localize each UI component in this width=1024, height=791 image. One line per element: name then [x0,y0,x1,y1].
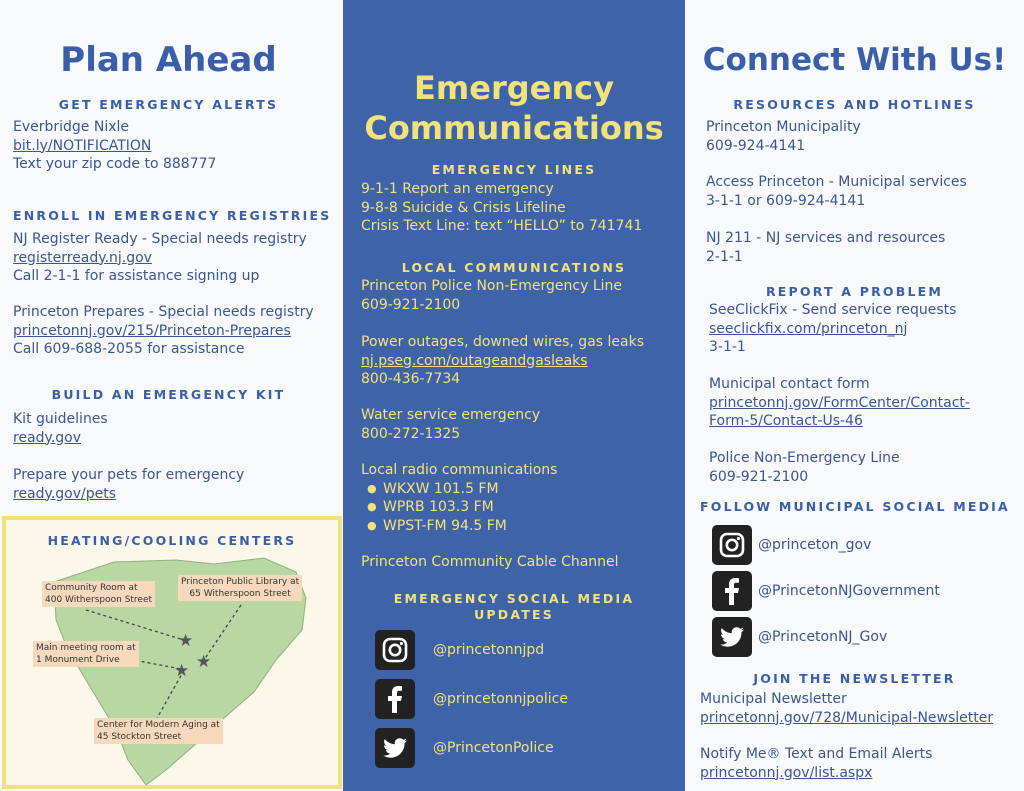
power-phone: 800-436-7734 [361,371,461,387]
registry-title: NJ Register Ready - Special needs registry [13,231,307,247]
resource-phone: 2-1-1 [706,248,743,265]
map-label-monument-drive: Main meeting room at 1 Monument Drive [33,641,139,667]
follow-social-heading: FOLLOW MUNICIPAL SOCIAL MEDIA [700,499,1010,514]
radio-block [361,461,557,535]
registry-link[interactable]: registerready.nj.gov [13,249,152,266]
kit-guidelines-label: Kit guidelines [13,411,108,427]
plan-ahead-title: Plan Ahead [60,40,277,80]
facebook-icon[interactable] [712,571,752,611]
registries-block-1 [13,230,307,286]
connect-title: Connect With Us! [702,42,1007,78]
map-label-modern-aging: Center for Modern Aging at 45 Stockton Street [94,718,223,744]
instagram-handle[interactable]: @princeton_gov [758,537,872,553]
registries-block-2 [13,303,314,359]
resources-heading: RESOURCES AND HOTLINES [733,97,976,112]
notify-me-link[interactable]: princetonnj.gov/list.aspx [700,764,873,781]
radio-list [361,480,557,536]
report-block-2 [709,375,970,431]
alerts-block [13,118,216,174]
pets-link[interactable]: ready.gov/pets [13,485,117,502]
centers-heading: HEATING/COOLING CENTERS [47,533,297,548]
emergency-line: 9-1-1 Report an emergency [361,181,554,197]
kit-heading: BUILD AN EMERGENCY KIT [51,387,286,402]
alerts-heading: GET EMERGENCY ALERTS [58,97,279,112]
newsletter-link[interactable]: princetonnj.gov/728/Municipal-Newsletter [700,709,994,726]
cable-channel: Princeton Community Cable Channel [361,554,619,570]
map-label-community-room: Community Room at 400 Witherspoon Street [42,581,155,607]
resource-name: Princeton Municipality [706,119,861,135]
contact-form-link[interactable]: princetonnj.gov/FormCenter/Contact- [709,394,970,411]
twitter-icon[interactable] [375,728,415,768]
facebook-handle[interactable]: @princetonnjpolice [433,691,568,707]
police-label: Princeton Police Non-Emergency Line [361,278,623,294]
report-block-3 [709,449,900,486]
newsletter-heading: JOIN THE NEWSLETTER [753,671,956,686]
instagram-handle[interactable]: @princetonnjpd [433,642,545,658]
pseg-link[interactable]: nj.pseg.com/outageandgasleaks [361,352,588,369]
kit-block-2 [13,466,244,503]
seeclickfix-phone: 3-1-1 [709,339,746,355]
police-phone: 609-921-2100 [361,296,461,313]
emergency-lines-list [361,180,642,236]
water-label: Water service emergency [361,407,541,423]
report-block-1 [709,301,956,357]
registry-phone: Call 2-1-1 for assistance signing up [13,268,260,284]
star-marker: ★ [178,631,194,650]
power-label: Power outages, downed wires, gas leaks [361,334,644,350]
resource-name: Access Princeton - Municipal services [706,174,967,190]
emergency-communications-title [343,68,685,148]
police-block [361,277,622,314]
instagram-icon[interactable] [712,525,752,565]
star-marker: ★ [174,661,190,680]
seeclickfix-label: SeeClickFix - Send service requests [709,302,957,318]
radio-station: ● WPRB 103.3 FM [361,498,557,517]
seeclickfix-link[interactable]: seeclickfix.com/princeton_nj [709,320,908,337]
water-phone: 800-272-1325 [361,425,461,442]
instagram-icon[interactable] [375,630,415,670]
right-panel [685,0,1024,791]
kit-guidelines-link[interactable]: ready.gov [13,429,82,446]
heading-line: UPDATES [474,607,554,622]
middle-panel [343,0,685,791]
resource-name: NJ 211 - NJ services and resources [706,230,946,246]
facebook-icon[interactable] [375,679,415,719]
registry-phone: Call 609-688-2055 for assistance [13,341,245,357]
title-line: Emergency [414,69,614,107]
facebook-handle[interactable]: @PrincetonNJGovernment [758,583,940,599]
alerts-text-instruction: Text your zip code to 888777 [13,156,217,172]
report-problem-heading: REPORT A PROBLEM [765,284,943,299]
notify-me-label: Notify Me® Text and Email Alerts [700,746,933,762]
resource-phone: 3-1-1 or 609-924-4141 [706,192,866,209]
alerts-service: Everbridge Nixle [13,119,130,135]
registry-link[interactable]: princetonnj.gov/215/Princeton-Prepares [13,322,291,339]
resources-block-2 [706,173,967,210]
pets-label: Prepare your pets for emergency [13,467,245,483]
resources-block-3 [706,229,945,266]
kit-block-1 [13,410,108,447]
title-line: Communications [364,109,664,147]
power-block [361,333,644,389]
star-marker: ★ [196,652,212,671]
emergency-lines-heading: EMERGENCY LINES [431,162,597,177]
police-label: Police Non-Emergency Line [709,450,900,466]
registry-title: Princeton Prepares - Special needs registry [13,304,314,320]
newsletter-block-1 [700,690,993,727]
twitter-handle[interactable]: @PrincetonNJ_Gov [758,629,888,645]
twitter-handle[interactable]: @PrincetonPolice [433,740,554,756]
heating-cooling-centers-box [2,516,342,789]
water-block [361,406,540,443]
contact-form-link[interactable]: Form-5/Contact-Us-46 [709,413,863,429]
radio-title: Local radio communications [361,462,558,478]
newsletter-block-2 [700,745,932,782]
resources-block-1 [706,118,861,155]
contact-form-label: Municipal contact form [709,376,870,392]
social-updates-heading [343,591,685,623]
registries-heading: ENROLL IN EMERGENCY REGISTRIES [13,208,332,223]
local-communications-heading: LOCAL COMMUNICATIONS [401,260,627,275]
newsletter-label: Municipal Newsletter [700,691,847,707]
radio-station: ● WKXW 101.5 FM [361,480,557,499]
twitter-icon[interactable] [712,617,752,657]
radio-station: ● WPST-FM 94.5 FM [361,517,557,536]
left-panel [0,0,343,791]
alerts-link[interactable]: bit.ly/NOTIFICATION [13,137,152,154]
emergency-line: Crisis Text Line: text “HELLO” to 741741 [361,218,643,234]
heading-line: EMERGENCY SOCIAL MEDIA [393,591,635,606]
resource-phone: 609-924-4141 [706,137,806,154]
map-label-library: Princeton Public Library at 65 Witherspoon Street [178,575,302,601]
police-phone: 609-921-2100 [709,468,809,485]
emergency-line: 9-8-8 Suicide & Crisis Lifeline [361,199,566,216]
